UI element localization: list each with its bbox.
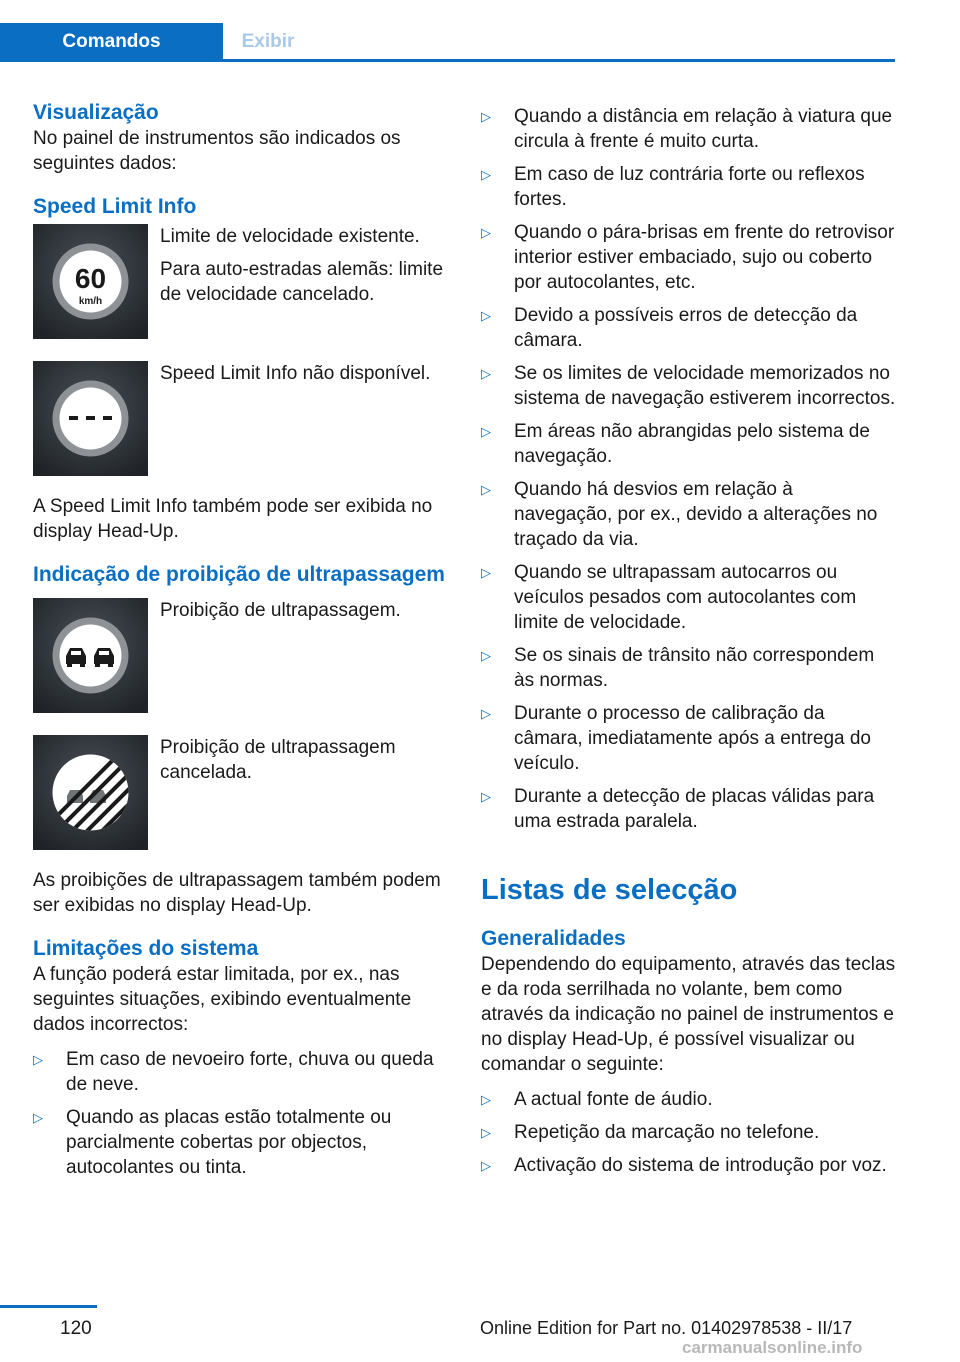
page-number: 120 <box>60 1318 92 1339</box>
watermark: carmanualsonline.info <box>682 1338 863 1357</box>
bullet-triangle-icon: ▷ <box>481 366 491 381</box>
list-item: ▷ Durante o processo de calibração da câmara, imediatamente após a entrega do veículo. <box>481 703 871 774</box>
heading-limits: Limitações do sistema <box>33 937 259 960</box>
speed-limit-unavailable-row <box>33 361 448 476</box>
sign4-text: Proibição de ultrapassagem cancelada. <box>160 737 396 783</box>
bullet-triangle-icon: ▷ <box>481 1092 491 1107</box>
bullet-triangle-icon: ▷ <box>481 1158 491 1173</box>
list-item: ▷ Quando há desvios em relação à navegação, por ex., devido a alterações no traçado da via. <box>481 479 878 550</box>
header-tabs <box>0 23 313 61</box>
sign1-text-existing: Limite de velocidade existente. <box>160 226 420 247</box>
edition-text: Online Edition for Part no. 01402978538 - II/17 <box>480 1318 853 1338</box>
limits-list-left <box>33 1047 448 1180</box>
no-overtaking-icon <box>33 598 148 713</box>
sign-60-value: 60 <box>74 263 107 294</box>
limits-list-right <box>481 104 896 834</box>
sign2-text: Speed Limit Info não disponível. <box>160 363 431 384</box>
bullet-triangle-icon: ▷ <box>481 482 491 497</box>
tab-comandos[interactable]: Comandos <box>0 23 223 61</box>
general-text: Dependendo do equipamento, através das teclas e da roda serrilhada no volante, bem como através da indicação no painel de instrumentos e no display Head-Up, é possível visualizar ou comandar o seguinte: <box>481 954 896 1075</box>
heading-lists: Listas de selecção <box>481 874 738 906</box>
heading-overtake: Indicação de proibição de ultrapassagem <box>33 563 445 586</box>
sign-60-unit: km/h <box>78 296 103 307</box>
list-item: ▷ Activação do sistema de introdução por voz. <box>481 1155 887 1176</box>
heading-visualizacao: Visualização <box>33 101 159 124</box>
header-rule <box>0 59 895 62</box>
list-item: ▷ Devido a possíveis erros de detecção da câmara. <box>481 305 858 351</box>
overtake-sign-row <box>33 598 448 713</box>
bullet-triangle-icon: ▷ <box>33 1052 43 1067</box>
bullet-triangle-icon: ▷ <box>481 424 491 439</box>
list-item: ▷ Em caso de luz contrária forte ou reflexos fortes. <box>481 164 865 210</box>
list-item: ▷ Quando se ultrapassam autocarros ou veículos pesados com autocolantes com limite de velocidade. <box>481 562 857 633</box>
list-item: ▷ Quando o pára-brisas em frente do retrovisor interior estiver embaciado, sujo ou coberto por autocolantes, etc. <box>481 222 895 293</box>
overtaking-cancelled-icon <box>33 735 148 850</box>
list-item: ▷ Em áreas não abrangidas pelo sistema de navegação. <box>481 421 870 467</box>
bullet-triangle-icon: ▷ <box>481 1125 491 1140</box>
heading-speed-limit-info: Speed Limit Info <box>33 195 197 218</box>
list-item: ▷ Quando as placas estão totalmente ou parcialmente cobertas por objectos, autocolantes ou tinta. <box>33 1107 392 1178</box>
heading-general: Generalidades <box>481 927 626 950</box>
bullet-triangle-icon: ▷ <box>481 225 491 240</box>
list-item: ▷ Em caso de nevoeiro forte, chuva ou queda de neve. <box>33 1049 434 1095</box>
list-item: ▷ A actual fonte de áudio. <box>481 1089 713 1110</box>
list-item: ▷ Durante a detecção de placas válidas para uma estrada paralela. <box>481 786 875 832</box>
limits-text: A função poderá estar limitada, por ex., nas seguintes situações, exibindo eventualmente dados incorrectos: <box>33 964 412 1035</box>
bullet-triangle-icon: ▷ <box>481 308 491 323</box>
bullet-triangle-icon: ▷ <box>481 167 491 182</box>
right-column <box>481 100 896 1186</box>
overtake-note: As proibições de ultrapassagem também podem ser exibidas no display Head-Up. <box>33 870 441 916</box>
list-item: ▷ Se os sinais de trânsito não correspondem às normas. <box>481 645 875 691</box>
bullet-triangle-icon: ▷ <box>481 648 491 663</box>
speed-limit-note: A Speed Limit Info também pode ser exibida no display Head-Up. <box>33 496 433 542</box>
bullet-triangle-icon: ▷ <box>481 789 491 804</box>
list-item: ▷ Repetição da marcação no telefone. <box>481 1122 820 1143</box>
list-item: ▷ Se os limites de velocidade memorizados no sistema de navegação estiverem incorrectos. <box>481 363 896 409</box>
footer-rule <box>0 1305 97 1308</box>
general-list <box>481 1087 896 1178</box>
visualizacao-text: No painel de instrumentos são indicados os seguintes dados: <box>33 128 401 174</box>
bullet-triangle-icon: ▷ <box>481 109 491 124</box>
overtake-cancelled-row <box>33 735 448 850</box>
speed-limit-sign-row <box>33 224 448 339</box>
speed-limit-unavailable-icon <box>33 361 148 476</box>
sign3-text: Proibição de ultrapassagem. <box>160 600 401 621</box>
sign1-text-autobahn: Para auto-estradas alemãs: limite de velocidade cancelado. <box>160 259 444 305</box>
speed-limit-60-icon <box>33 224 148 339</box>
list-item: ▷ Quando a distância em relação à viatura que circula à frente é muito curta. <box>481 106 893 152</box>
left-column <box>33 100 448 1188</box>
bullet-triangle-icon: ▷ <box>33 1110 43 1125</box>
bullet-triangle-icon: ▷ <box>481 565 491 580</box>
tab-exibir[interactable]: Exibir <box>241 31 295 52</box>
bullet-triangle-icon: ▷ <box>481 706 491 721</box>
